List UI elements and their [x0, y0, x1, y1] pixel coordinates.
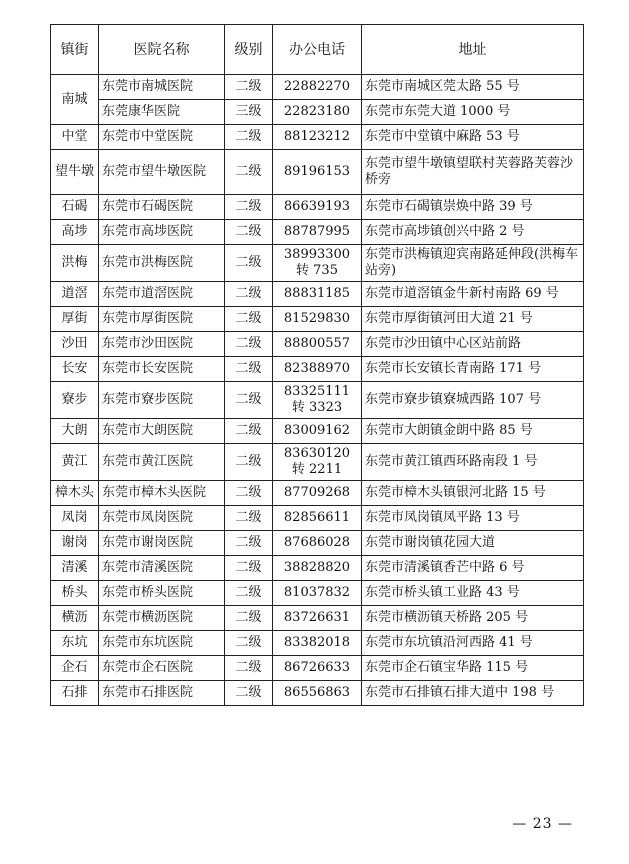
- cell-town: 洪梅: [51, 245, 99, 282]
- cell-level: 二级: [225, 444, 273, 481]
- cell-level: 二级: [225, 332, 273, 357]
- table-row: [51, 125, 584, 150]
- cell-level: 二级: [225, 656, 273, 681]
- cell-address: 东莞市高埗镇创兴中路 2 号: [362, 220, 584, 245]
- cell-address: 东莞市道滘镇金牛新村南路 69 号: [362, 282, 584, 307]
- cell-level: 二级: [225, 195, 273, 220]
- cell-level: 二级: [225, 150, 273, 195]
- cell-level: 二级: [225, 307, 273, 332]
- cell-phone: 38828820: [273, 556, 362, 581]
- table-row: [51, 195, 584, 220]
- table-row: [51, 332, 584, 357]
- table-row: [51, 282, 584, 307]
- cell-level: 二级: [225, 631, 273, 656]
- cell-level: 二级: [225, 506, 273, 531]
- cell-hospital-name: 东莞市清溪医院: [99, 556, 225, 581]
- cell-address: 东莞市南城区莞太路 55 号: [362, 75, 584, 100]
- cell-hospital-name: 东莞市沙田医院: [99, 332, 225, 357]
- cell-town: 高埗: [51, 220, 99, 245]
- cell-hospital-name: 东莞市南城医院: [99, 75, 225, 100]
- table-row: [51, 581, 584, 606]
- cell-address: 东莞市樟木头镇银河北路 15 号: [362, 481, 584, 506]
- cell-hospital-name: 东莞市中堂医院: [99, 125, 225, 150]
- cell-phone: 89196153: [273, 150, 362, 195]
- header-level: 级别: [225, 25, 273, 75]
- cell-town: 黄江: [51, 444, 99, 481]
- cell-town: 石碣: [51, 195, 99, 220]
- header-town: 镇街: [51, 25, 99, 75]
- cell-address: 东莞市东莞大道 1000 号: [362, 100, 584, 125]
- cell-level: 二级: [225, 681, 273, 706]
- cell-town: 东坑: [51, 631, 99, 656]
- cell-hospital-name: 东莞市石排医院: [99, 681, 225, 706]
- table-body: [51, 75, 584, 706]
- cell-hospital-name: 东莞市高埗医院: [99, 220, 225, 245]
- cell-hospital-name: 东莞市谢岗医院: [99, 531, 225, 556]
- table-row: [51, 75, 584, 100]
- cell-phone: 82388970: [273, 357, 362, 382]
- cell-hospital-name: 东莞市望牛墩医院: [99, 150, 225, 195]
- cell-phone: 22882270: [273, 75, 362, 100]
- cell-town: 中堂: [51, 125, 99, 150]
- cell-phone: 83009162: [273, 419, 362, 444]
- cell-hospital-name: 东莞市樟木头医院: [99, 481, 225, 506]
- cell-phone: 83325111 转 3323: [273, 382, 362, 419]
- cell-town: 寮步: [51, 382, 99, 419]
- table-row: [51, 681, 584, 706]
- cell-address: 东莞市大朗镇金朗中路 85 号: [362, 419, 584, 444]
- cell-phone: 38993300 转 735: [273, 245, 362, 282]
- cell-address: 东莞市洪梅镇迎宾南路延伸段(洪梅车站旁): [362, 245, 584, 282]
- cell-level: 二级: [225, 531, 273, 556]
- cell-town: 望牛墩: [51, 150, 99, 195]
- cell-hospital-name: 东莞市凤岗医院: [99, 506, 225, 531]
- table-row: [51, 531, 584, 556]
- cell-hospital-name: 东莞市黄江医院: [99, 444, 225, 481]
- cell-hospital-name: 东莞市企石医院: [99, 656, 225, 681]
- cell-address: 东莞市长安镇长青南路 171 号: [362, 357, 584, 382]
- cell-town: 谢岗: [51, 531, 99, 556]
- cell-phone: 86726633: [273, 656, 362, 681]
- cell-town: 樟木头: [51, 481, 99, 506]
- table-row: [51, 606, 584, 631]
- cell-hospital-name: 东莞市石碣医院: [99, 195, 225, 220]
- table-row: [51, 357, 584, 382]
- table-row: [51, 506, 584, 531]
- table-row: [51, 556, 584, 581]
- page-number: — 23 —: [512, 816, 573, 832]
- cell-town: 石排: [51, 681, 99, 706]
- cell-phone: 88800557: [273, 332, 362, 357]
- cell-town: 道滘: [51, 282, 99, 307]
- cell-town: 凤岗: [51, 506, 99, 531]
- header-phone: 办公电话: [273, 25, 362, 75]
- cell-level: 三级: [225, 100, 273, 125]
- cell-address: 东莞市横沥镇天桥路 205 号: [362, 606, 584, 631]
- cell-address: 东莞市石排镇石排大道中 198 号: [362, 681, 584, 706]
- table-row: [51, 631, 584, 656]
- header-hospital-name: 医院名称: [99, 25, 225, 75]
- cell-hospital-name: 东莞市东坑医院: [99, 631, 225, 656]
- cell-address: 东莞市清溪镇香芒中路 6 号: [362, 556, 584, 581]
- cell-level: 二级: [225, 382, 273, 419]
- table-row: [51, 444, 584, 481]
- cell-address: 东莞市企石镇宝华路 115 号: [362, 656, 584, 681]
- cell-hospital-name: 东莞市长安医院: [99, 357, 225, 382]
- cell-address: 东莞市中堂镇中麻路 53 号: [362, 125, 584, 150]
- cell-address: 东莞市黄江镇西环路南段 1 号: [362, 444, 584, 481]
- cell-phone: 22823180: [273, 100, 362, 125]
- cell-town: 桥头: [51, 581, 99, 606]
- cell-hospital-name: 东莞市大朗医院: [99, 419, 225, 444]
- cell-address: 东莞市石碣镇崇焕中路 39 号: [362, 195, 584, 220]
- cell-phone: 88787995: [273, 220, 362, 245]
- cell-level: 二级: [225, 481, 273, 506]
- cell-town: 沙田: [51, 332, 99, 357]
- table-row: [51, 307, 584, 332]
- cell-phone: 88123212: [273, 125, 362, 150]
- cell-phone: 86556863: [273, 681, 362, 706]
- cell-town: 企石: [51, 656, 99, 681]
- cell-level: 二级: [225, 581, 273, 606]
- cell-phone: 88831185: [273, 282, 362, 307]
- cell-phone: 87709268: [273, 481, 362, 506]
- table-row: [51, 382, 584, 419]
- table-row: [51, 656, 584, 681]
- cell-phone: 81529830: [273, 307, 362, 332]
- cell-address: 东莞市寮步镇寮城西路 107 号: [362, 382, 584, 419]
- cell-town: 南城: [51, 75, 99, 125]
- cell-hospital-name: 东莞市寮步医院: [99, 382, 225, 419]
- cell-level: 二级: [225, 419, 273, 444]
- cell-phone: 83726631: [273, 606, 362, 631]
- cell-address: 东莞市凤岗镇凤平路 13 号: [362, 506, 584, 531]
- header-row: [51, 25, 584, 75]
- cell-town: 大朗: [51, 419, 99, 444]
- cell-town: 清溪: [51, 556, 99, 581]
- table-row: [51, 245, 584, 282]
- cell-hospital-name: 东莞康华医院: [99, 100, 225, 125]
- cell-hospital-name: 东莞市横沥医院: [99, 606, 225, 631]
- cell-hospital-name: 东莞市洪梅医院: [99, 245, 225, 282]
- cell-address: 东莞市望牛墩镇望联村芙蓉路芙蓉沙桥旁: [362, 150, 584, 195]
- cell-phone: 81037832: [273, 581, 362, 606]
- cell-level: 二级: [225, 606, 273, 631]
- table-row: [51, 100, 584, 125]
- cell-level: 二级: [225, 357, 273, 382]
- cell-address: 东莞市谢岗镇花园大道: [362, 531, 584, 556]
- cell-town: 厚街: [51, 307, 99, 332]
- cell-level: 二级: [225, 556, 273, 581]
- cell-town: 长安: [51, 357, 99, 382]
- cell-address: 东莞市厚街镇河田大道 21 号: [362, 307, 584, 332]
- header-address: 地址: [362, 25, 584, 75]
- cell-level: 二级: [225, 245, 273, 282]
- cell-address: 东莞市沙田镇中心区站前路: [362, 332, 584, 357]
- cell-hospital-name: 东莞市桥头医院: [99, 581, 225, 606]
- table-row: [51, 481, 584, 506]
- cell-level: 二级: [225, 220, 273, 245]
- cell-level: 二级: [225, 282, 273, 307]
- cell-hospital-name: 东莞市道滘医院: [99, 282, 225, 307]
- hospital-table: [50, 24, 584, 706]
- cell-hospital-name: 东莞市厚街医院: [99, 307, 225, 332]
- table-row: [51, 419, 584, 444]
- cell-phone: 86639193: [273, 195, 362, 220]
- table-row: [51, 150, 584, 195]
- cell-phone: 87686028: [273, 531, 362, 556]
- cell-phone: 82856611: [273, 506, 362, 531]
- cell-level: 二级: [225, 75, 273, 100]
- cell-town: 横沥: [51, 606, 99, 631]
- cell-address: 东莞市桥头镇工业路 43 号: [362, 581, 584, 606]
- cell-phone: 83630120 转 2211: [273, 444, 362, 481]
- cell-phone: 83382018: [273, 631, 362, 656]
- cell-address: 东莞市东坑镇沿河西路 41 号: [362, 631, 584, 656]
- cell-level: 二级: [225, 125, 273, 150]
- table-row: [51, 220, 584, 245]
